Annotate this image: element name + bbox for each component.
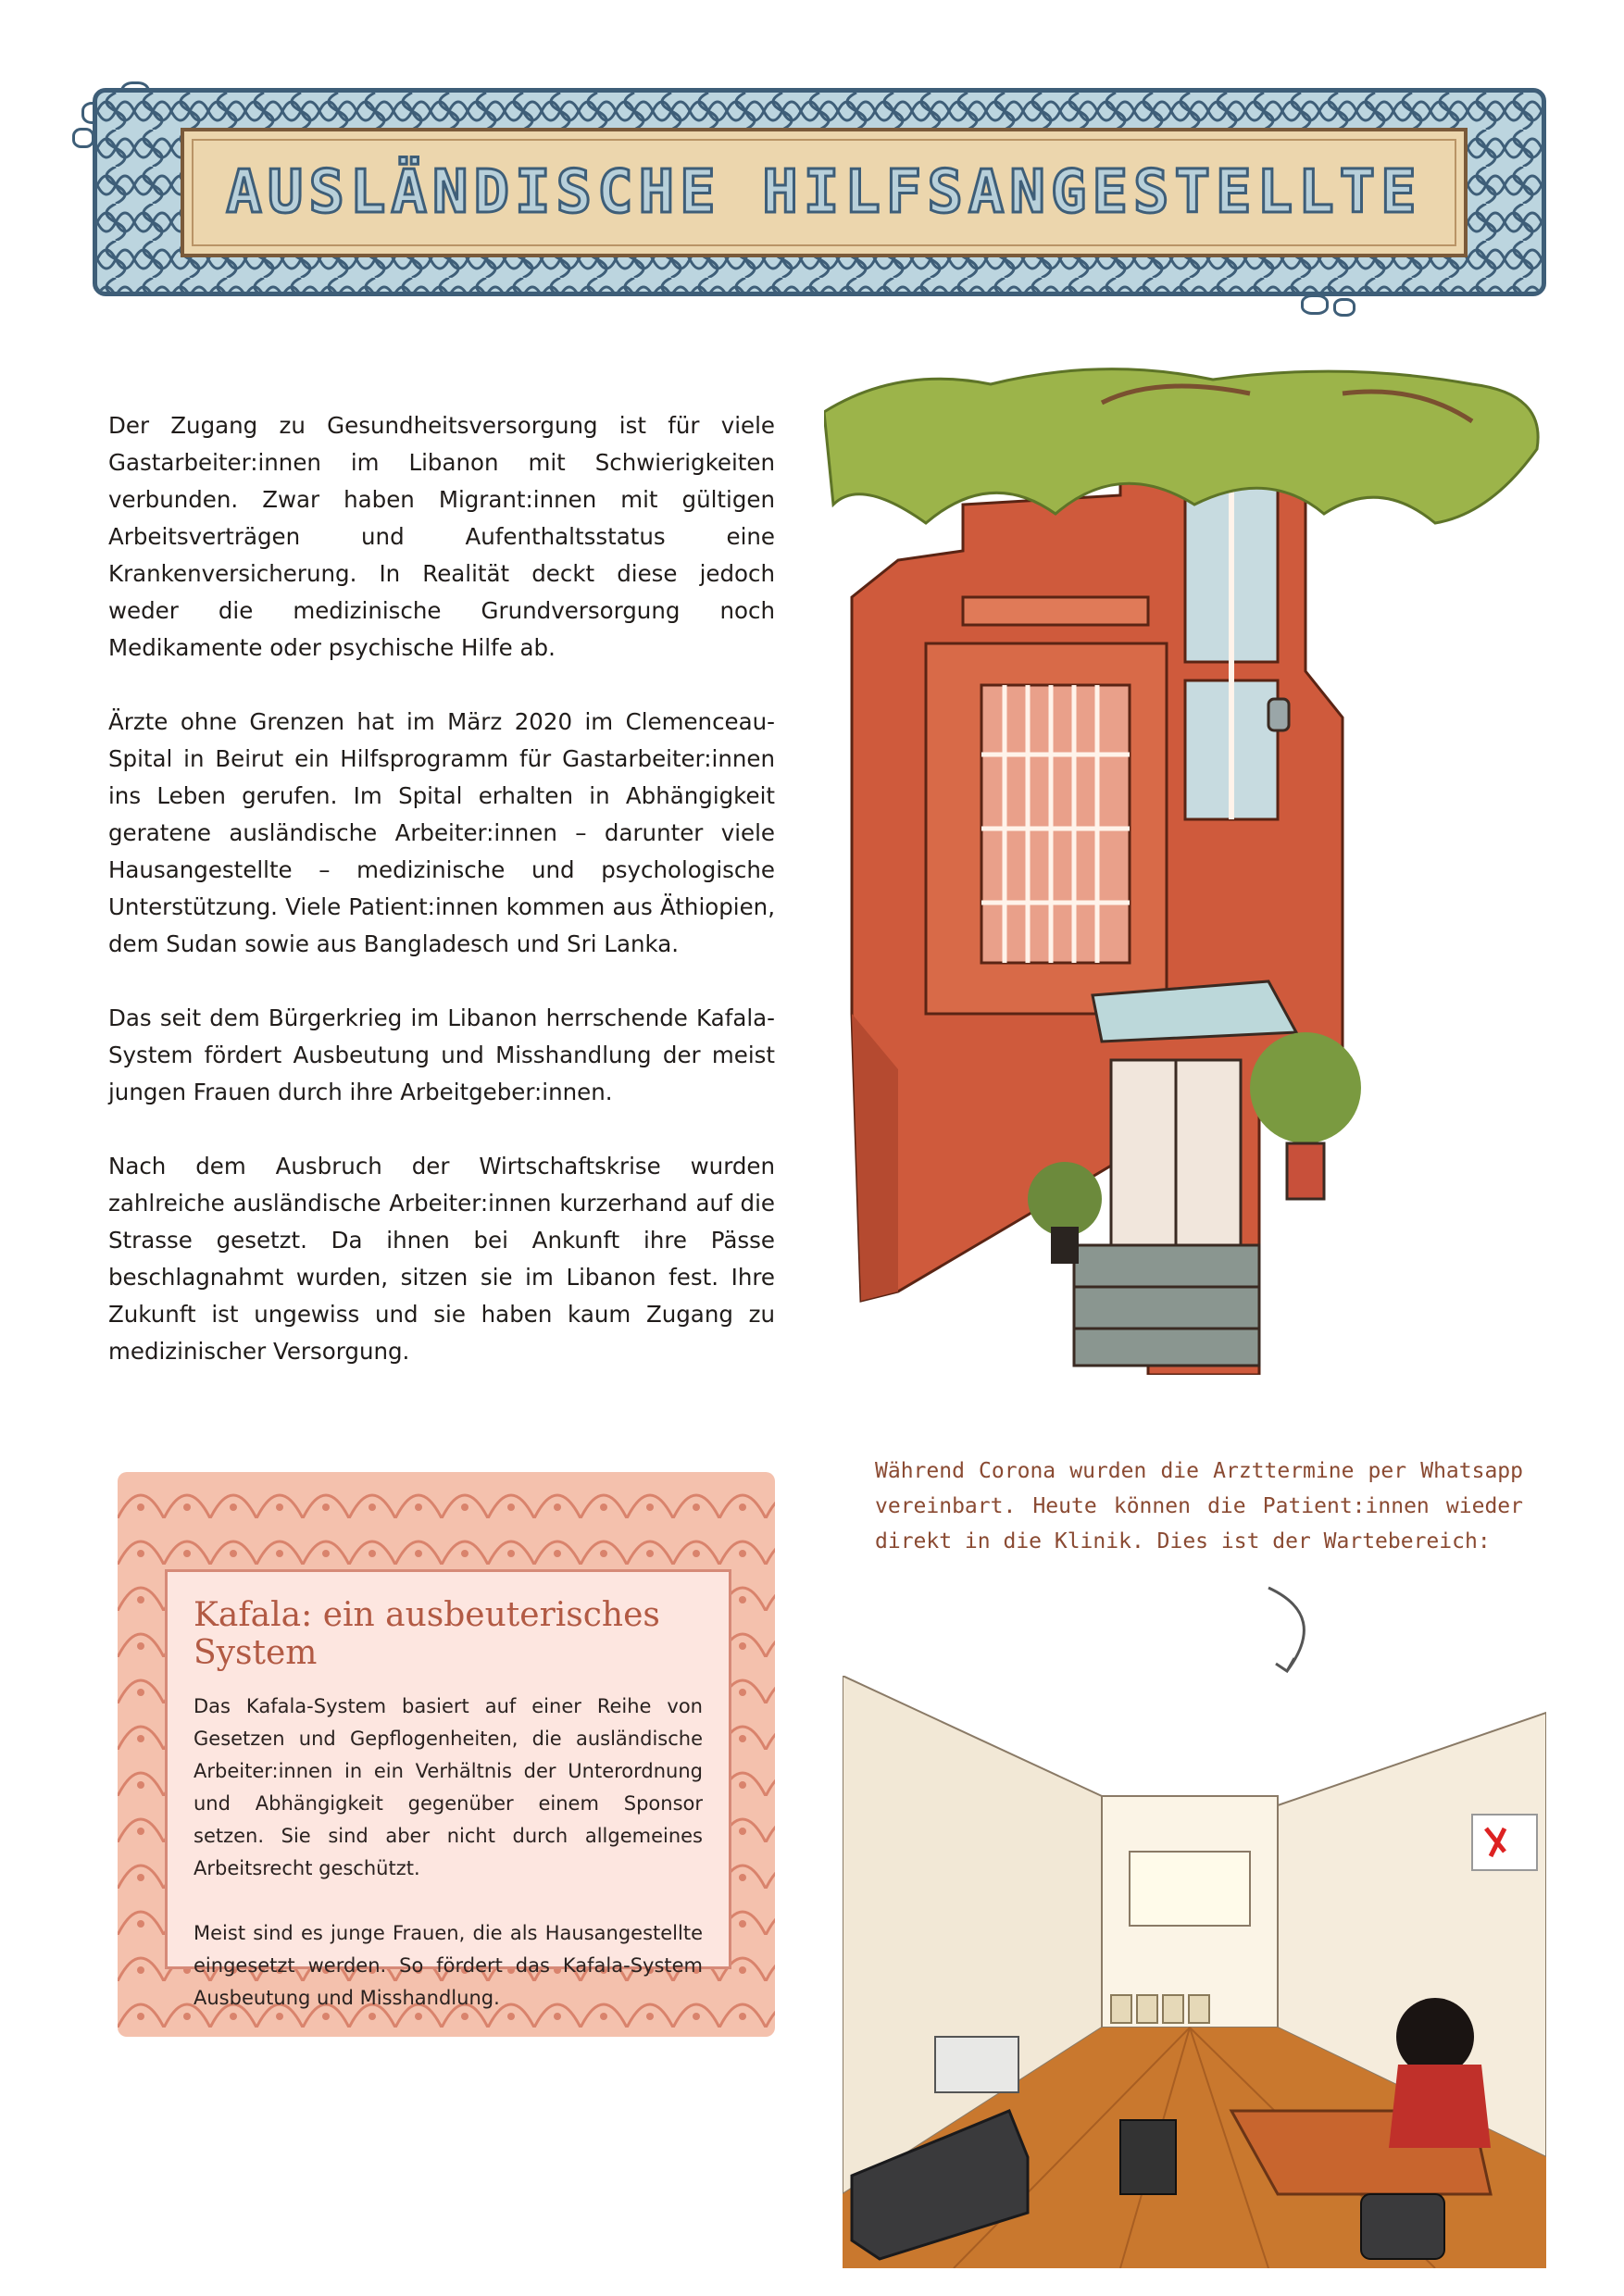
title-banner (93, 88, 1546, 296)
potted-plant-left (1028, 1162, 1102, 1236)
waiting-chair (1120, 2120, 1176, 2194)
wall-lamp (1268, 699, 1289, 730)
printer (935, 2037, 1018, 2092)
receptionist-hair (1396, 1998, 1474, 2076)
entrance-steps (1074, 1245, 1259, 1366)
kafala-info-box (118, 1472, 775, 2037)
page-title: AUSLÄNDISCHE HILFSANGESTELLTE (226, 158, 1422, 227)
article-paragraph-4: Nach dem Ausbruch der Wirtschaftskrise wurden zahlreiche ausländische Arbeiter:innen kurzerhand auf die Strasse gesetzt. Da ihnen bei Ankunft ihre Pässe beschlagnahmt wurden, sitzen sie im Libanon fest. Ihre Zukunft ist ungewiss und sie haben kaum Zugang zu medizinischer Versorgung. (108, 1153, 775, 1365)
trash-bin (1361, 2194, 1444, 2259)
receptionist-body (1389, 2065, 1491, 2148)
banner-label (181, 128, 1468, 257)
back-window (1130, 1852, 1250, 1926)
msf-sign (1472, 1815, 1537, 1870)
article-body (108, 407, 775, 1407)
article-paragraph-3: Das seit dem Bürgerkrieg im Libanon herrschende Kafala-System fördert Ausbeutung und Misshandlung der meist jungen Frauen durch ihre Arbeitgeber:innen. (108, 1004, 775, 1105)
balcony-slab (963, 597, 1148, 625)
hospital-building-illustration (824, 366, 1546, 1375)
potted-plant-right (1250, 1032, 1361, 1143)
kafala-paragraph-1: Das Kafala-System basiert auf einer Reihe von Gesetzen und Gepflogenheiten, die ausländische Arbeiter:innen in ein Verhältnis der Unterordnung und Abhängigkeit gegenüber einem Sponsor setzen. Sie sind aber nicht durch allgemeines Arbeitsrecht geschützt. (194, 1695, 703, 1879)
curved-arrow-icon (1241, 1578, 1343, 1680)
waiting-room-illustration (843, 1676, 1546, 2268)
article-paragraph-1: Der Zugang zu Gesundheitsversorgung ist für viele Gastarbeiter:innen im Libanon mit Schwierigkeiten verbunden. Zwar haben Migrant:innen mit gültigen Arbeitsverträgen und Aufenthaltsstatus eine Krankenversicherung. In Realität deckt diese jedoch weder die medizinische Grundversorgung noch Medikamente oder psychische Hilfe ab. (108, 412, 775, 661)
kafala-title: Kafala: ein ausbeuterisches System (194, 1596, 660, 1672)
article-paragraph-2: Ärzte ohne Grenzen hat im März 2020 im Clemenceau-Spital in Beirut ein Hilfsprogramm für Gastarbeiter:innen ins Leben gerufen. Im Spital erhalten in Abhängigkeit geratene ausländische Arbeiter:innen – darunter viele Hausangestellte – medizinische und psychologische Unterstützung. Viele Patient:innen kommen aus Äthiopien, dem Sudan sowie aus Bangladesch und Sri Lanka. (108, 708, 775, 957)
kafala-paragraph-2: Meist sind es junge Frauen, die als Hausangestellte eingesetzt werden. So fördert das Kafala-System Ausbeutung und Misshandlung. (194, 1922, 703, 2009)
banner-rubble-bottom-right (1301, 294, 1329, 315)
kafala-text-panel (165, 1569, 731, 2009)
banner-rubble-top-left-2 (72, 128, 94, 148)
banner-rubble-bottom-right-2 (1333, 298, 1355, 317)
waiting-room-caption: Während Corona wurden die Arzttermine per Whatsapp vereinbart. Heute können die Patient:innen wieder direkt in die Klinik. Dies ist der Wartebereich: (875, 1459, 1523, 1554)
